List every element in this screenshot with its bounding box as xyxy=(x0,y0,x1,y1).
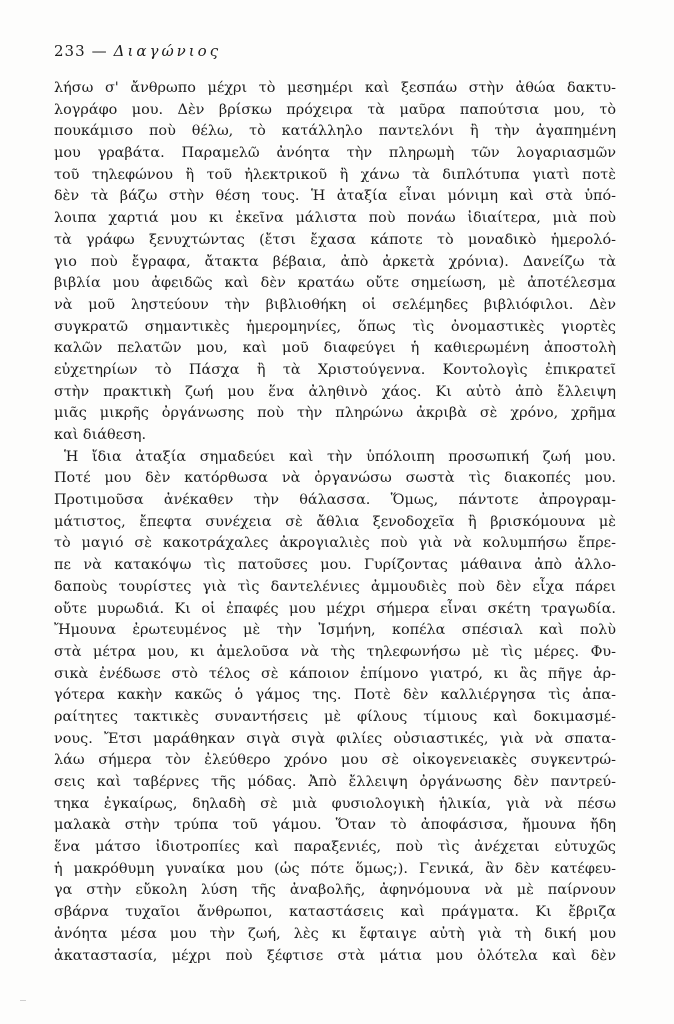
running-title: Διαγώνιος xyxy=(113,42,222,60)
scan-artifact xyxy=(20,1000,26,1001)
text-line: σικὰ ἐνέδωσε στὸ τέλος σὲ κάποιον ἐπίμονο γιατρό, κι ἂς πῆγε ἀρ- xyxy=(54,665,616,682)
text-line: γιο ποὺ ἔγραφα, ἄτακτα βέβαια, ἀπὸ ἀρκετὰ χρόνια). Δανείζω τὰ xyxy=(54,253,616,270)
text-line: Ποτέ μου δὲν κατόρθωσα νὰ ὀργανώσω σωστὰ τὶς διακοπές μου. xyxy=(54,470,616,487)
text-line: Ἡ ἴδια ἀταξία σημαδεύει καὶ τὴν ὑπόλοιπη προσωπική ζωή μου. xyxy=(64,448,616,465)
page-number: 233 xyxy=(54,42,86,60)
text-line: ἀνόητα μέσα μου τὴν ζωή, λὲς κι ἔφταιγε αὐτὴ γιὰ τὴ δική μου xyxy=(54,925,616,942)
text-line: ἕνα μάτσο ἰδιοτροπίες καὶ παραξενιές, ποὺ τὶς ἀνέχεται εὐτυχῶς xyxy=(54,839,616,856)
text-line: βιβλία μου ἀφειδῶς καὶ δὲν κρατάω οὔτε σημείωση, μὲ ἀποτέλεσμα xyxy=(54,275,616,292)
text-line: λοιπα χαρτιά μου κι ἐκεῖνα μάλιστα ποὺ πονάω ἰδιαίτερα, μιὰ ποὺ xyxy=(54,210,616,227)
text-line: στὴν πρακτικὴ ζωή μου ἕνα ἀληθινὸ χάος. Κι αὐτὸ ἀπὸ ἔλλειψη xyxy=(54,383,616,400)
text-line: τηκα ἐγκαίρως, δηλαδὴ σὲ μιὰ φυσιολογικὴ ἡλικία, γιὰ νὰ πέσω xyxy=(54,795,616,812)
text-line: ἀκαταστασία, μέχρι ποὺ ξέφτισε στὰ μάτια μου ὁλότελα καὶ δὲν xyxy=(54,947,616,964)
text-line: καλῶν πελατῶν μου, καὶ μοῦ διαφεύγει ἡ καθιερωμένη ἀποστολὴ xyxy=(54,340,616,357)
text-line: καὶ διάθεση. xyxy=(54,427,147,443)
text-line: πε νὰ κατακόψω τὶς πατοῦσες μου. Γυρίζοντας μάθαινα ἀπὸ ἀλλο- xyxy=(54,557,616,574)
text-line: μάτιστος, ἔπεφτα συνέχεια σὲ ἄθλια ξενοδοχεῖα ἢ βρισκόμουνα μὲ xyxy=(54,513,616,530)
text-line: νους. Ἔτσι μαράθηκαν σιγὰ σιγὰ φιλίες οὐσιαστικές, γιὰ νὰ σπατα- xyxy=(54,730,616,747)
text-line: δὲν τὰ βάζω στὴν θέση τους. Ἡ ἀταξία εἶναι μόνιμη καὶ στὰ ὑπό- xyxy=(54,188,616,205)
running-header xyxy=(54,42,221,60)
text-line: μου γραβάτα. Παραμελῶ ἀνόητα τὴν πληρωμὴ τῶν λογαριασμῶν xyxy=(54,145,616,162)
body-text xyxy=(54,78,616,967)
text-line: μαλακὰ στὴν τρύπα τοῦ γάμου. Ὅταν τὸ ἀποφάσισα, ἤμουνα ἤδη xyxy=(54,817,616,834)
text-line: γα στὴν εὔκολη λύση τῆς ἀναβολῆς, ἀφηνόμουνα νὰ μὲ παίρνουν xyxy=(54,882,616,899)
text-line: ραίτητες τακτικὲς συναντήσεις μὲ φίλους τίμιους καὶ δοκιμασμέ- xyxy=(54,708,616,725)
text-line: σεις καὶ ταβέρνες τῆς μόδας. Ἀπὸ ἔλλειψη ὀργάνωσης δὲν παντρεύ- xyxy=(54,774,616,790)
text-line: τὰ γράφω ξενυχτώντας (ἔτσι ἔχασα κάποτε τὸ μοναδικὸ ἡμερολό- xyxy=(54,231,616,248)
text-line: συγκρατῶ σημαντικὲς ἡμερομηνίες, ὅπως τὶς ὀνομαστικὲς γιορτὲς xyxy=(54,318,616,335)
text-line: τοῦ τηλεφώνου ἢ τοῦ ἠλεκτρικοῦ ἢ χάνω τὰ διπλότυπα γιατὶ ποτὲ xyxy=(54,166,616,183)
text-line: σβάρνα τυχαῖοι ἄνθρωποι, καταστάσεις καὶ πράγματα. Κι ἔβριζα xyxy=(54,904,616,921)
text-line: Προτιμοῦσα ἀνέκαθεν τὴν θάλασσα. Ὅμως, πάντοτε ἀπρογραμ- xyxy=(54,492,616,509)
text-line: λήσω σ' ἄνθρωπο μέχρι τὸ μεσημέρι καὶ ξεσπάω στὴν ἀθώα δακτυ- xyxy=(54,80,616,96)
text-line: ἡ μακρόθυμη γυναίκα μου (ὡς πότε ὅμως;). Γενικά, ἂν δὲν κατέφευ- xyxy=(54,860,616,877)
text-line: γότερα κακὴν κακῶς ὁ γάμος της. Ποτὲ δὲν καλλιέργησα τὶς ἀπα- xyxy=(54,687,616,704)
text-line: πουκάμισο ποὺ θέλω, τὸ κατάλληλο παντελόνι ἢ τὴν ἀγαπημένη xyxy=(54,123,616,140)
text-line: δαποὺς τουρίστες γιὰ τὶς δαντελένιες ἀμμουδιὲς ποὺ δὲν εἶχα πάρει xyxy=(54,578,616,595)
text-line: λογράφο μου. Δὲν βρίσκω πρόχειρα τὰ μαῦρα παπούτσια μου, τὸ xyxy=(54,101,616,118)
text-line: στὰ μέτρα μου, κι ἀμελοῦσα νὰ τὴς τηλεφωνήσω μὲ τὶς μέρες. Φυ- xyxy=(54,643,616,660)
text-line: λάω σήμερα τὸν ἐλεύθερο χρόνο μου σὲ οἰκογενειακὲς συγκεντρώ- xyxy=(54,752,616,769)
header-separator: — xyxy=(91,42,108,60)
text-line: οὔτε μυρωδιά. Κι οἱ ἐπαφές μου μέχρι σήμερα εἶναι σκέτη τραγωδία. xyxy=(54,600,616,617)
text-line: νὰ μοῦ ληστεύουν τὴν βιβλιοθήκη οἱ σελέμηδες βιβλιόφιλοι. Δὲν xyxy=(54,296,616,313)
text-line: εὐχετηρίων τὸ Πάσχα ἢ τὰ Χριστούγεννα. Κοντολογὶς ἐπικρατεῖ xyxy=(54,361,616,378)
text-line: μιᾶς μικρῆς ὀργάνωσης ποὺ τὴν πληρώνω ἀκριβὰ σὲ χρόνο, χρῆμα xyxy=(54,405,616,422)
text-line: τὸ μαγιό σὲ κακοτράχαλες ἀκρογιαλιὲς ποὺ γιὰ νὰ κολυμπήσω ἔπρε- xyxy=(54,535,616,552)
text-line: Ἤμουνα ἐρωτευμένος μὲ τὴν Ἰσμήνη, κοπέλα σπέσιαλ καὶ πολὺ xyxy=(54,622,616,639)
